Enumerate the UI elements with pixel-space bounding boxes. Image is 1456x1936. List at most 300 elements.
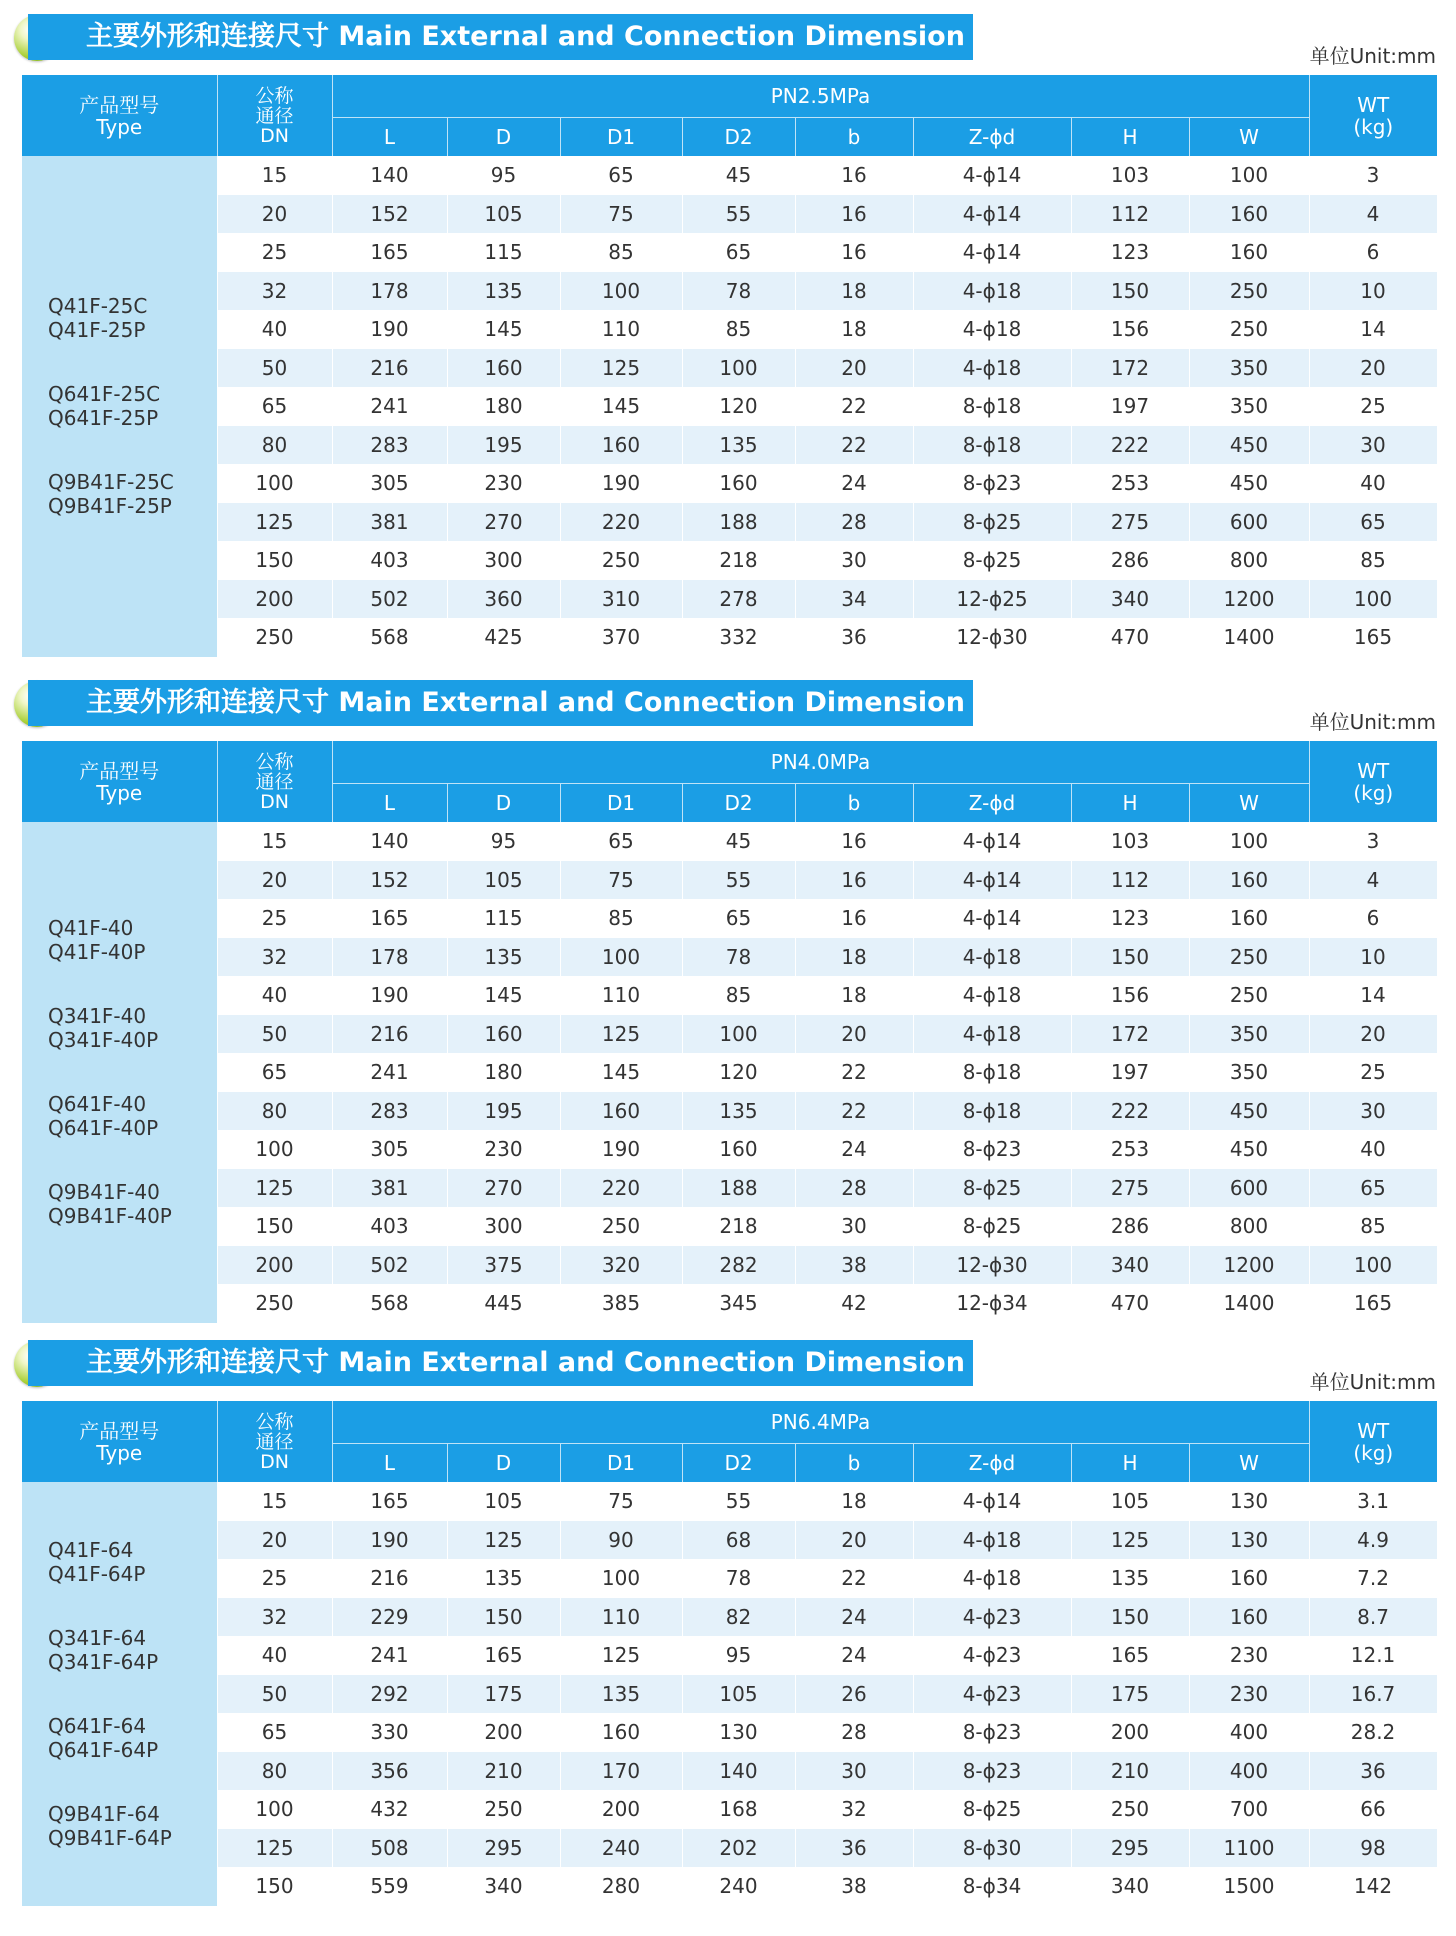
table-cell: 28 [795, 1169, 913, 1208]
table-cell: 130 [1189, 1482, 1309, 1521]
table-cell: 218 [682, 541, 795, 580]
column-header: Z-ϕd [913, 784, 1071, 823]
table-cell: 283 [332, 426, 447, 465]
table-cell: 332 [682, 618, 795, 657]
column-header: b [795, 784, 913, 823]
table-cell: 135 [447, 938, 560, 977]
table-row [22, 156, 1437, 195]
table-cell: 168 [682, 1790, 795, 1829]
dn-header: 公称 通径 DN [217, 75, 332, 156]
table-row [22, 976, 1437, 1015]
table-cell: 85 [1309, 1207, 1437, 1246]
table-cell: 22 [795, 387, 913, 426]
model-code: Q641F-25C [48, 382, 161, 407]
column-header: D1 [560, 784, 682, 823]
table-cell: 8-ϕ23 [913, 1752, 1071, 1791]
table-cell: 275 [1071, 503, 1189, 542]
table-cell: 340 [1071, 580, 1189, 619]
table-cell: 150 [1071, 1598, 1189, 1637]
table-cell: 12-ϕ30 [913, 1246, 1071, 1285]
table-cell: 112 [1071, 195, 1189, 234]
table-row [22, 1521, 1437, 1560]
table-cell: 425 [447, 618, 560, 657]
table-cell: 450 [1189, 1092, 1309, 1131]
table-cell: 18 [795, 272, 913, 311]
table-cell: 450 [1189, 1130, 1309, 1169]
table-row [22, 899, 1437, 938]
table-cell: 502 [332, 580, 447, 619]
column-header: D2 [682, 784, 795, 823]
table-cell: 220 [560, 503, 682, 542]
table-cell: 4-ϕ14 [913, 822, 1071, 861]
model-code: Q41F-40P [48, 940, 146, 965]
model-code: Q641F-25P [48, 406, 159, 431]
table-cell: 15 [217, 822, 332, 861]
table-cell: 172 [1071, 1015, 1189, 1054]
table-cell: 16 [795, 156, 913, 195]
table-cell: 450 [1189, 464, 1309, 503]
table-row [22, 822, 1437, 861]
table-cell: 40 [217, 310, 332, 349]
column-header: H [1071, 118, 1189, 157]
table-cell: 160 [447, 349, 560, 388]
table-cell: 20 [1309, 1015, 1437, 1054]
table-cell: 160 [1189, 861, 1309, 900]
table-cell: 180 [447, 1053, 560, 1092]
table-cell: 125 [1071, 1521, 1189, 1560]
table-cell: 50 [217, 349, 332, 388]
table-cell: 381 [332, 1169, 447, 1208]
table-cell: 120 [682, 387, 795, 426]
table-cell: 36 [795, 1829, 913, 1868]
table-cell: 200 [1071, 1713, 1189, 1752]
table-cell: 150 [217, 1867, 332, 1906]
header-row [22, 741, 1437, 784]
table-cell: 135 [447, 1559, 560, 1598]
table-cell: 123 [1071, 899, 1189, 938]
table-cell: 12.1 [1309, 1636, 1437, 1675]
table-cell: 375 [447, 1246, 560, 1285]
table-cell: 240 [682, 1867, 795, 1906]
table-cell: 3.1 [1309, 1482, 1437, 1521]
table-cell: 16 [795, 899, 913, 938]
table-cell: 16 [795, 195, 913, 234]
table-cell: 165 [1071, 1636, 1189, 1675]
table-cell: 30 [795, 541, 913, 580]
pressure-header: PN4.0MPa [332, 741, 1309, 784]
table-cell: 105 [447, 861, 560, 900]
table-cell: 100 [217, 464, 332, 503]
table-cell: 250 [1071, 1790, 1189, 1829]
table-cell: 90 [560, 1521, 682, 1560]
table-cell: 278 [682, 580, 795, 619]
table-cell: 38 [795, 1246, 913, 1285]
table-cell: 190 [560, 1130, 682, 1169]
table-cell: 150 [217, 1207, 332, 1246]
table-row [22, 503, 1437, 542]
type-header: 产品型号 Type [22, 1401, 217, 1482]
table-cell: 156 [1071, 310, 1189, 349]
table-cell: 445 [447, 1284, 560, 1323]
table-cell: 216 [332, 349, 447, 388]
table-cell: 340 [1071, 1867, 1189, 1906]
table-cell: 340 [1071, 1246, 1189, 1285]
table-cell: 100 [682, 1015, 795, 1054]
table-cell: 16 [795, 822, 913, 861]
table-cell: 229 [332, 1598, 447, 1637]
table-row [22, 1169, 1437, 1208]
table-cell: 120 [682, 1053, 795, 1092]
table-cell: 78 [682, 272, 795, 311]
table-cell: 3 [1309, 822, 1437, 861]
table-cell: 360 [447, 580, 560, 619]
table-cell: 12-ϕ30 [913, 618, 1071, 657]
table-cell: 135 [560, 1675, 682, 1714]
table-cell: 7.2 [1309, 1559, 1437, 1598]
table-cell: 32 [795, 1790, 913, 1829]
model-code: Q641F-64 [48, 1713, 147, 1738]
table-cell: 160 [560, 426, 682, 465]
table-cell: 65 [1309, 503, 1437, 542]
table-cell: 370 [560, 618, 682, 657]
table-cell: 250 [1189, 272, 1309, 311]
table-cell: 110 [560, 976, 682, 1015]
wt-header: WT (kg) [1309, 1401, 1437, 1482]
table-cell: 4-ϕ18 [913, 272, 1071, 311]
table-cell: 197 [1071, 387, 1189, 426]
table-cell: 22 [795, 1559, 913, 1598]
table-cell: 800 [1189, 1207, 1309, 1246]
table-cell: 24 [795, 1130, 913, 1169]
table-cell: 282 [682, 1246, 795, 1285]
table-cell: 20 [217, 861, 332, 900]
table-cell: 240 [560, 1829, 682, 1868]
wt-header: WT (kg) [1309, 75, 1437, 156]
table-cell: 403 [332, 1207, 447, 1246]
table-cell: 28 [795, 1713, 913, 1752]
table-row [22, 233, 1437, 272]
table-cell: 145 [447, 976, 560, 1015]
table-cell: 95 [447, 156, 560, 195]
table-cell: 165 [1309, 1284, 1437, 1323]
table-cell: 190 [332, 310, 447, 349]
table-cell: 250 [560, 1207, 682, 1246]
table-cell: 8-ϕ25 [913, 503, 1071, 542]
table-row [22, 426, 1437, 465]
table-cell: 165 [332, 233, 447, 272]
column-header: W [1189, 784, 1309, 823]
table-cell: 8-ϕ18 [913, 1092, 1071, 1131]
table-cell: 75 [560, 861, 682, 900]
table-cell: 202 [682, 1829, 795, 1868]
table-cell: 105 [447, 1482, 560, 1521]
column-header: L [332, 784, 447, 823]
table-cell: 165 [1309, 618, 1437, 657]
model-code: Q41F-40 [48, 916, 134, 941]
table-cell: 4-ϕ14 [913, 156, 1071, 195]
table-cell: 8-ϕ18 [913, 426, 1071, 465]
table-cell: 125 [217, 503, 332, 542]
table-cell: 115 [447, 899, 560, 938]
table-cell: 8-ϕ23 [913, 1130, 1071, 1169]
table-cell: 30 [795, 1752, 913, 1791]
table-cell: 160 [1189, 899, 1309, 938]
table-cell: 18 [795, 1482, 913, 1521]
pressure-header: PN2.5MPa [332, 75, 1309, 118]
table-cell: 700 [1189, 1790, 1309, 1829]
column-header: D1 [560, 1444, 682, 1483]
table-cell: 345 [682, 1284, 795, 1323]
table-cell: 160 [1189, 1598, 1309, 1637]
table-cell: 160 [447, 1015, 560, 1054]
table-cell: 25 [217, 233, 332, 272]
table-cell: 25 [217, 1559, 332, 1598]
table-cell: 4 [1309, 195, 1437, 234]
model-code: Q9B41F-64P [48, 1825, 172, 1850]
column-header: Z-ϕd [913, 1444, 1071, 1483]
table-cell: 275 [1071, 1169, 1189, 1208]
table-cell: 152 [332, 861, 447, 900]
table-cell: 140 [332, 822, 447, 861]
table-cell: 470 [1071, 618, 1189, 657]
table-cell: 156 [1071, 976, 1189, 1015]
type-header: 产品型号 Type [22, 75, 217, 156]
table-cell: 112 [1071, 861, 1189, 900]
table-cell: 4-ϕ18 [913, 1015, 1071, 1054]
column-header: D2 [682, 1444, 795, 1483]
table-cell: 1200 [1189, 580, 1309, 619]
table-cell: 160 [1189, 233, 1309, 272]
table-cell: 600 [1189, 503, 1309, 542]
table-cell: 65 [560, 156, 682, 195]
table-cell: 305 [332, 464, 447, 503]
table-cell: 222 [1071, 426, 1189, 465]
table-cell: 16.7 [1309, 1675, 1437, 1714]
table-cell: 230 [1189, 1636, 1309, 1675]
column-header: W [1189, 1444, 1309, 1483]
table-row [22, 1636, 1437, 1675]
table-cell: 24 [795, 1636, 913, 1675]
table-cell: 135 [1071, 1559, 1189, 1598]
table-cell: 8-ϕ18 [913, 1053, 1071, 1092]
table-cell: 152 [332, 195, 447, 234]
table-cell: 6 [1309, 233, 1437, 272]
model-code: Q41F-64P [48, 1561, 146, 1586]
table-cell: 100 [560, 938, 682, 977]
table-cell: 80 [217, 1092, 332, 1131]
table-cell: 123 [1071, 233, 1189, 272]
header-row [22, 75, 1437, 118]
table-cell: 85 [682, 310, 795, 349]
table-cell: 55 [682, 861, 795, 900]
table-cell: 125 [560, 1015, 682, 1054]
table-cell: 10 [1309, 938, 1437, 977]
table-row [22, 387, 1437, 426]
table-cell: 135 [682, 426, 795, 465]
table-cell: 250 [447, 1790, 560, 1829]
model-code: Q41F-25P [48, 318, 146, 343]
model-code: Q341F-40 [48, 1004, 147, 1029]
table-cell: 14 [1309, 310, 1437, 349]
table-cell: 24 [795, 1598, 913, 1637]
table-cell: 200 [217, 580, 332, 619]
table-cell: 190 [560, 464, 682, 503]
table-cell: 65 [1309, 1169, 1437, 1208]
table-row [22, 1867, 1437, 1906]
table-cell: 175 [447, 1675, 560, 1714]
table-cell: 36 [795, 618, 913, 657]
table-row [22, 1246, 1437, 1285]
table-cell: 8.7 [1309, 1598, 1437, 1637]
table-cell: 218 [682, 1207, 795, 1246]
table-cell: 165 [447, 1636, 560, 1675]
model-code: Q9B41F-25C [48, 470, 174, 495]
table-cell: 8-ϕ25 [913, 1169, 1071, 1208]
table-cell: 4-ϕ14 [913, 1482, 1071, 1521]
table-cell: 28.2 [1309, 1713, 1437, 1752]
table-cell: 24 [795, 464, 913, 503]
table-cell: 25 [1309, 1053, 1437, 1092]
table-cell: 250 [1189, 310, 1309, 349]
table-cell: 4-ϕ23 [913, 1636, 1071, 1675]
table-row [22, 272, 1437, 311]
table-cell: 1400 [1189, 1284, 1309, 1323]
table-cell: 100 [217, 1790, 332, 1829]
column-header: Z-ϕd [913, 118, 1071, 157]
table-cell: 12-ϕ25 [913, 580, 1071, 619]
table-cell: 230 [1189, 1675, 1309, 1714]
table-cell: 75 [560, 195, 682, 234]
table-cell: 34 [795, 580, 913, 619]
table-cell: 200 [447, 1713, 560, 1752]
type-cell [22, 156, 217, 657]
unit-label: 单位Unit:mm [1309, 1370, 1436, 1394]
column-header: H [1071, 784, 1189, 823]
table-cell: 160 [682, 1130, 795, 1169]
table-cell: 115 [447, 233, 560, 272]
table-cell: 1400 [1189, 618, 1309, 657]
table-cell: 4-ϕ18 [913, 938, 1071, 977]
header-row [22, 1401, 1437, 1444]
table-cell: 320 [560, 1246, 682, 1285]
table-cell: 85 [682, 976, 795, 1015]
table-cell: 385 [560, 1284, 682, 1323]
table-cell: 1500 [1189, 1867, 1309, 1906]
table-cell: 190 [332, 1521, 447, 1560]
model-code: Q641F-40P [48, 1116, 159, 1141]
table-cell: 30 [1309, 1092, 1437, 1131]
table-cell: 28 [795, 503, 913, 542]
table-cell: 300 [447, 541, 560, 580]
table-cell: 103 [1071, 822, 1189, 861]
table-cell: 50 [217, 1675, 332, 1714]
table-cell: 250 [1189, 976, 1309, 1015]
table-row [22, 1790, 1437, 1829]
table-cell: 178 [332, 938, 447, 977]
table-cell: 356 [332, 1752, 447, 1791]
table-cell: 270 [447, 1169, 560, 1208]
table-cell: 14 [1309, 976, 1437, 1015]
table-cell: 6 [1309, 899, 1437, 938]
table-cell: 20 [795, 1521, 913, 1560]
section-title: 主要外形和连接尺寸 Main External and Connection Dimension [28, 14, 973, 60]
table-cell: 22 [795, 1092, 913, 1131]
table-cell: 270 [447, 503, 560, 542]
table-cell: 210 [1071, 1752, 1189, 1791]
table-cell: 210 [447, 1752, 560, 1791]
table-cell: 4 [1309, 861, 1437, 900]
table-cell: 130 [682, 1713, 795, 1752]
table-row [22, 580, 1437, 619]
table-cell: 8-ϕ25 [913, 1790, 1071, 1829]
table-cell: 8-ϕ34 [913, 1867, 1071, 1906]
table-cell: 130 [1189, 1521, 1309, 1560]
column-header: D [447, 1444, 560, 1483]
table-cell: 200 [217, 1246, 332, 1285]
table-row [22, 1829, 1437, 1868]
table-cell: 85 [1309, 541, 1437, 580]
table-cell: 125 [560, 1636, 682, 1675]
model-code: Q341F-40P [48, 1028, 159, 1053]
table-cell: 600 [1189, 1169, 1309, 1208]
table-cell: 432 [332, 1790, 447, 1829]
column-header: L [332, 118, 447, 157]
table-cell: 142 [1309, 1867, 1437, 1906]
column-header: W [1189, 118, 1309, 157]
model-code: Q341F-64P [48, 1649, 159, 1674]
table-cell: 305 [332, 1130, 447, 1169]
table-cell: 400 [1189, 1752, 1309, 1791]
table-cell: 15 [217, 1482, 332, 1521]
column-header: b [795, 1444, 913, 1483]
table-row [22, 1053, 1437, 1092]
table-cell: 100 [1309, 1246, 1437, 1285]
table-cell: 32 [217, 272, 332, 311]
column-header: D [447, 118, 560, 157]
table-cell: 100 [1189, 822, 1309, 861]
table-cell: 160 [560, 1713, 682, 1752]
table-row [22, 1598, 1437, 1637]
table-row [22, 1675, 1437, 1714]
table-cell: 30 [795, 1207, 913, 1246]
table-cell: 42 [795, 1284, 913, 1323]
table-row [22, 861, 1437, 900]
table-cell: 16 [795, 233, 913, 272]
table-cell: 145 [560, 1053, 682, 1092]
table-cell: 8-ϕ25 [913, 541, 1071, 580]
table-cell: 4.9 [1309, 1521, 1437, 1560]
table-cell: 65 [217, 1053, 332, 1092]
model-code: Q9B41F-40 [48, 1180, 160, 1205]
table-cell: 105 [447, 195, 560, 234]
table-row [22, 464, 1437, 503]
table-cell: 8-ϕ25 [913, 1207, 1071, 1246]
table-cell: 400 [1189, 1713, 1309, 1752]
table-cell: 85 [560, 899, 682, 938]
table-cell: 22 [795, 426, 913, 465]
table-cell: 559 [332, 1867, 447, 1906]
table-cell: 160 [560, 1092, 682, 1131]
table-row [22, 938, 1437, 977]
table-cell: 135 [682, 1092, 795, 1131]
table-cell: 220 [560, 1169, 682, 1208]
table-row [22, 1284, 1437, 1323]
table-cell: 105 [1071, 1482, 1189, 1521]
table-cell: 45 [682, 156, 795, 195]
table-cell: 8-ϕ23 [913, 1713, 1071, 1752]
wt-header: WT (kg) [1309, 741, 1437, 822]
table-cell: 110 [560, 310, 682, 349]
